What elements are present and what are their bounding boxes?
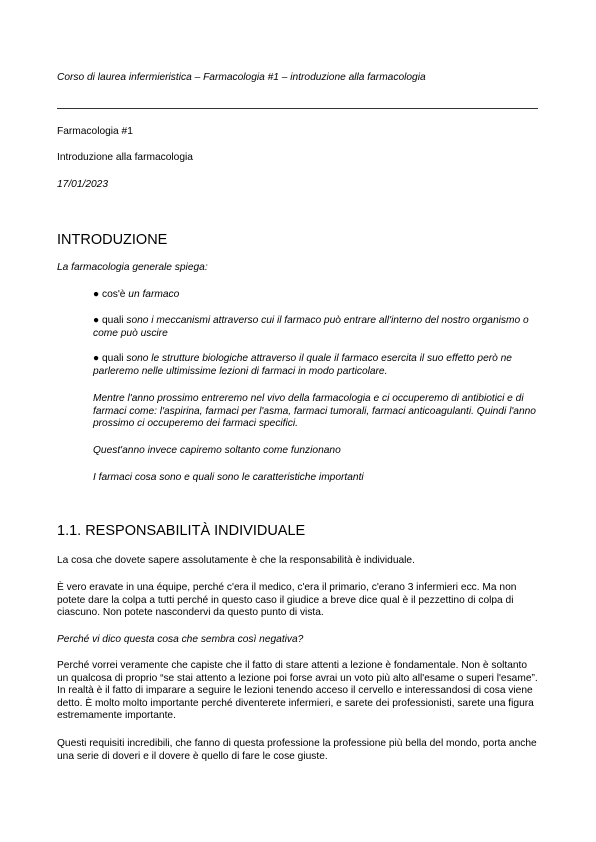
body-paragraph: Questi requisiti incredibili, che fanno di questa professione la professione più bella del mondo, porta anche una serie di doveri e il dovere è quello di fare le cose giuste. — [57, 738, 537, 762]
intro-paragraph: Mentre l'anno prossimo entreremo nel vivo della farmacologia e ci occuperemo di antibiotici e di farmaci come: l'aspirina, farmaci per l'asma, farmaci tumorali, farmaci anticoagulanti. Quindi l'anno prossimo ci occuperemo dei farmaci specifici. — [93, 393, 536, 430]
intro-lead: La farmacologia generale spiega: — [57, 262, 208, 273]
bullet-item: ● quali sono i meccanismi attraverso cui il farmaco può entrare all'interno del nostro organismo o come può uscire — [93, 315, 529, 339]
bullet-item: ● cos'è un farmaco — [93, 289, 180, 300]
lecture-subtitle: Introduzione alla farmacologia — [57, 152, 193, 163]
course-title: Farmacologia #1 — [57, 126, 133, 137]
body-paragraph: Perché vorrei veramente che capiste che il fatto di stare attenti a lezione è fondamentale. Non è soltanto un qualcosa di proprio “se stai attento a lezione poi forse avrai un voto più alto all'esame o superi l'esame”. In realtà è il fatto di imparare a seguire le lezioni tenendo acceso il cervello e interessandosi di cosa viene detto. È molto molto importante perché diventerete infermieri, e sarete dei professionisti, sarete una figura estremamente importante. — [57, 660, 538, 722]
running-header: Corso di laurea infermieristica – Farmacologia #1 – introduzione alla farmacologia — [57, 72, 426, 83]
body-paragraph: È vero eravate in una équipe, perché c'era il medico, c'era il primario, c'erano 3 infermieri ecc. Ma non potete dare la colpa a tutti perché in questo caso il giudice a breve dice qual è il pezzettino di colpa di ciascuno. Non potete nascondervi da questo punto di vista. — [57, 582, 517, 619]
bullet-item: ● quali sono le strutture biologiche attraverso il quale il farmaco esercita il suo effetto però ne parleremo nelle ultimissime lezioni di farmaci in modo particolare. — [93, 353, 512, 377]
intro-heading: INTRODUZIONE — [57, 232, 168, 248]
body-paragraph: La cosa che dovete sapere assolutamente è che la responsabilità è individuale. — [57, 555, 415, 566]
header-divider — [57, 108, 538, 109]
intro-paragraph: I farmaci cosa sono e quali sono le caratteristiche importanti — [93, 472, 364, 483]
intro-paragraph: Quest'anno invece capiremo soltanto come funzionano — [93, 445, 341, 456]
lecture-date: 17/01/2023 — [57, 179, 108, 190]
body-question: Perché vi dico questa cosa che sembra così negativa? — [57, 634, 304, 645]
section-heading: 1.1. RESPONSABILITÀ INDIVIDUALE — [57, 523, 306, 539]
